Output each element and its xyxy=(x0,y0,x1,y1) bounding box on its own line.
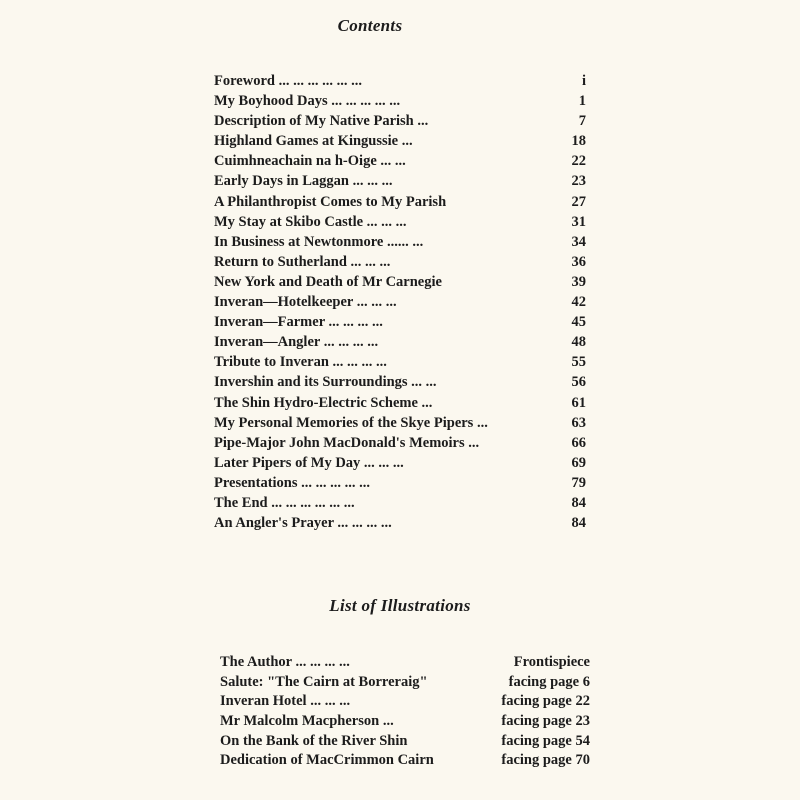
contents-entry xyxy=(214,272,586,292)
entry-page: 1 xyxy=(578,93,586,110)
illustration-title: Inveran Hotel ... ... ... xyxy=(220,693,351,710)
contents-entry xyxy=(214,433,586,453)
contents-entry xyxy=(214,151,586,171)
entry-title: A Philanthropist Comes to My Parish xyxy=(214,193,447,210)
entry-title: New York and Death of Mr Carnegie xyxy=(214,273,442,290)
entry-page: 36 xyxy=(571,253,586,270)
entry-page: 18 xyxy=(571,133,586,150)
entry-page: 22 xyxy=(571,153,586,170)
entry-page: 7 xyxy=(578,113,586,130)
entry-page: 56 xyxy=(571,374,586,391)
entry-title: Description of My Native Parish ... xyxy=(214,113,429,130)
contents-entry xyxy=(214,473,586,493)
entry-page: 45 xyxy=(571,314,586,331)
entry-page: 55 xyxy=(571,354,586,371)
entry-page: 23 xyxy=(571,173,586,190)
entry-page: 31 xyxy=(571,213,586,230)
entry-title: Invershin and its Surroundings ... ... xyxy=(214,374,437,391)
contents-entry xyxy=(214,192,586,212)
illustration-entry xyxy=(220,692,590,712)
illustration-ref: Frontispiece xyxy=(513,654,590,670)
illustration-title: Mr Malcolm Macpherson ... xyxy=(220,713,394,730)
contents-list xyxy=(214,71,586,533)
contents-entry xyxy=(214,393,586,413)
entry-page: 63 xyxy=(571,414,586,431)
entry-title: Inveran—Angler ... ... ... ... xyxy=(214,334,379,351)
entry-title: The End ... ... ... ... ... ... xyxy=(214,494,355,511)
entry-title: Highland Games at Kingussie ... xyxy=(214,133,413,150)
entry-title: Foreword ... ... ... ... ... ... xyxy=(214,73,362,89)
entry-page: 61 xyxy=(571,394,586,411)
entry-page: 39 xyxy=(571,273,586,290)
entry-title: Early Days in Laggan ... ... ... xyxy=(214,173,393,190)
entry-page: 48 xyxy=(571,334,586,351)
entry-title: Inveran—Farmer ... ... ... ... xyxy=(214,314,383,331)
entry-page: 79 xyxy=(571,474,586,491)
contents-entry xyxy=(214,91,586,111)
contents-entry xyxy=(214,332,586,352)
entry-page: 42 xyxy=(571,294,586,311)
entry-title: An Angler's Prayer ... ... ... ... xyxy=(214,515,392,532)
entry-title: Tribute to Inveran ... ... ... ... xyxy=(214,354,387,371)
contents-entry xyxy=(214,212,586,232)
contents-entry xyxy=(214,71,586,91)
contents-entry xyxy=(214,292,586,312)
entry-title: Presentations ... ... ... ... ... xyxy=(214,474,371,491)
contents-entry xyxy=(214,493,586,513)
entry-title: Cuimhneachain na h-Oige ... ... xyxy=(214,153,406,170)
illustration-title: On the Bank of the River Shin xyxy=(220,732,408,749)
illustration-entry xyxy=(220,751,590,771)
entry-page: 34 xyxy=(571,233,586,250)
entry-title: My Personal Memories of the Skye Pipers ... xyxy=(214,414,488,431)
illustration-title: The Author ... ... ... ... xyxy=(220,654,350,670)
illustration-entry xyxy=(220,732,590,752)
contents-entry xyxy=(214,352,586,372)
illustration-ref: facing page 54 xyxy=(501,732,590,749)
entry-title: The Shin Hydro-Electric Scheme ... xyxy=(214,394,433,411)
contents-entry xyxy=(214,453,586,473)
illustration-ref: facing page 23 xyxy=(501,713,590,730)
illustration-entry xyxy=(220,653,590,673)
entry-title: My Stay at Skibo Castle ... ... ... xyxy=(214,213,407,230)
illustrations-list xyxy=(220,653,590,771)
entry-title: My Boyhood Days ... ... ... ... ... xyxy=(214,93,401,110)
contents-entry xyxy=(214,171,586,191)
contents-entry xyxy=(214,312,586,332)
illustration-ref: facing page 6 xyxy=(508,673,590,690)
entry-title: Return to Sutherland ... ... ... xyxy=(214,253,391,270)
entry-title: Inveran—Hotelkeeper ... ... ... xyxy=(214,294,397,311)
contents-entry xyxy=(214,413,586,433)
contents-entry xyxy=(214,513,586,533)
entry-page: 27 xyxy=(571,193,586,210)
entry-title: Pipe-Major John MacDonald's Memoirs ... xyxy=(214,434,480,451)
entry-page: 66 xyxy=(571,434,586,451)
illustration-title: Dedication of MacCrimmon Cairn xyxy=(220,752,434,769)
entry-page: 84 xyxy=(571,494,586,511)
illustration-title: Salute: "The Cairn at Borreraig" xyxy=(220,673,428,690)
entry-page: 84 xyxy=(571,515,586,532)
illustration-entry xyxy=(220,673,590,693)
contents-entry xyxy=(214,252,586,272)
entry-page: i xyxy=(581,73,586,89)
contents-heading: Contents xyxy=(337,16,403,35)
illustrations-heading: List of Illustrations xyxy=(329,596,471,615)
illustration-ref: facing page 70 xyxy=(501,752,590,769)
illustration-ref: facing page 22 xyxy=(501,693,590,710)
contents-entry xyxy=(214,111,586,131)
entry-title: In Business at Newtonmore ...... ... xyxy=(214,233,424,250)
contents-entry xyxy=(214,131,586,151)
entry-title: Later Pipers of My Day ... ... ... xyxy=(214,454,404,471)
contents-entry xyxy=(214,372,586,392)
illustration-entry xyxy=(220,712,590,732)
entry-page: 69 xyxy=(571,454,586,471)
contents-entry xyxy=(214,232,586,252)
